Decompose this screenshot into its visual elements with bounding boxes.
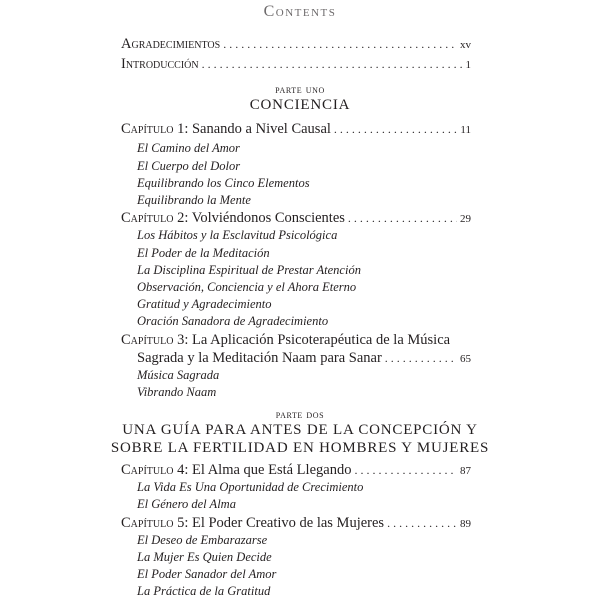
section-entry[interactable]: Música Sagrada xyxy=(137,368,220,382)
section-entry[interactable]: El Género del Alma xyxy=(137,497,236,511)
page-number: 11 xyxy=(460,124,471,136)
part-title: CONCIENCIA xyxy=(249,97,351,113)
entry-label: Introducción xyxy=(121,56,199,72)
page-number: 87 xyxy=(460,465,471,477)
section-entry[interactable]: La Mujer Es Quien Decide xyxy=(137,550,272,564)
section-entry[interactable]: Vibrando Naam xyxy=(137,385,217,399)
chapter-title: El Alma que Está Llegando xyxy=(191,462,352,478)
page-number: 89 xyxy=(460,518,471,530)
toc-entry-chapter-5[interactable] xyxy=(121,515,471,532)
page-title: Contents xyxy=(263,3,337,20)
chapter-title: Volviéndonos Conscientes xyxy=(191,210,345,226)
chapter-prefix: Capítulo 3: xyxy=(121,332,189,348)
section-entry[interactable]: Equilibrando la Mente xyxy=(137,193,251,207)
dot-leader xyxy=(348,211,457,226)
section-entry[interactable]: Oración Sanadora de Agradecimiento xyxy=(137,314,329,328)
toc-entry-agradecimientos[interactable] xyxy=(121,36,471,53)
section-entry[interactable]: El Poder Sanador del Amor xyxy=(137,567,277,581)
dot-leader xyxy=(334,122,457,137)
toc-entry-chapter-4[interactable] xyxy=(121,462,471,479)
dot-leader xyxy=(387,516,457,531)
chapter-title: El Poder Creativo de las Mujeres xyxy=(191,515,385,531)
chapter-prefix: Capítulo 1: xyxy=(121,121,189,137)
section-entry[interactable]: Los Hábitos y la Esclavitud Psicológica xyxy=(137,228,338,242)
section-entry[interactable]: La Vida Es Una Oportunidad de Crecimiento xyxy=(137,480,364,494)
page-number: 65 xyxy=(460,353,471,365)
section-entry[interactable]: Gratitud y Agradecimiento xyxy=(137,297,272,311)
entry-label xyxy=(121,332,450,349)
toc-entry-chapter-3-continued[interactable] xyxy=(137,350,471,367)
section-entry[interactable]: La Disciplina Espiritual de Prestar Atención xyxy=(137,263,361,277)
part-title-line-2: SOBRE LA FERTILIDAD EN HOMBRES Y MUJERES xyxy=(110,440,490,456)
dot-leader xyxy=(385,351,457,366)
entry-label xyxy=(121,210,345,227)
entry-label xyxy=(121,515,384,532)
chapter-prefix: Capítulo 2: xyxy=(121,210,189,226)
page-number: 1 xyxy=(465,59,471,71)
dot-leader xyxy=(223,37,457,52)
toc-entry-chapter-3[interactable] xyxy=(121,332,471,349)
chapter-title-continued: Sagrada y la Meditación Naam para Sanar xyxy=(137,350,382,366)
section-entry[interactable]: El Cuerpo del Dolor xyxy=(137,159,241,173)
chapter-title: La Aplicación Psicoterapéutica de la Música xyxy=(191,332,451,348)
chapter-title: Sanando a Nivel Causal xyxy=(191,121,331,137)
page-number: xv xyxy=(460,39,471,51)
part-title-line-1: UNA GUÍA PARA ANTES DE LA CONCEPCIÓN Y xyxy=(122,422,478,438)
dot-leader xyxy=(354,463,457,478)
section-entry[interactable]: Observación, Conciencia y el Ahora Eterno xyxy=(137,280,357,294)
toc-entry-introduccion[interactable] xyxy=(121,56,471,73)
entry-label xyxy=(121,462,351,479)
section-entry[interactable]: El Deseo de Embarazarse xyxy=(137,533,268,547)
chapter-prefix: Capítulo 5: xyxy=(121,515,189,531)
section-entry[interactable]: Equilibrando los Cinco Elementos xyxy=(137,176,310,190)
dot-leader xyxy=(202,57,463,72)
part-label: parte dos xyxy=(275,409,325,421)
entry-label xyxy=(121,121,331,138)
part-label: parte uno xyxy=(275,84,325,96)
section-entry[interactable]: El Poder de la Meditación xyxy=(137,246,270,260)
section-entry[interactable]: El Camino del Amor xyxy=(137,141,240,155)
toc-entry-chapter-2[interactable] xyxy=(121,210,471,227)
chapter-prefix: Capítulo 4: xyxy=(121,462,189,478)
toc-entry-chapter-1[interactable] xyxy=(121,121,471,138)
entry-label: Agradecimientos xyxy=(121,36,221,52)
page-number: 29 xyxy=(460,213,471,225)
section-entry[interactable]: La Práctica de la Gratitud xyxy=(137,584,271,598)
